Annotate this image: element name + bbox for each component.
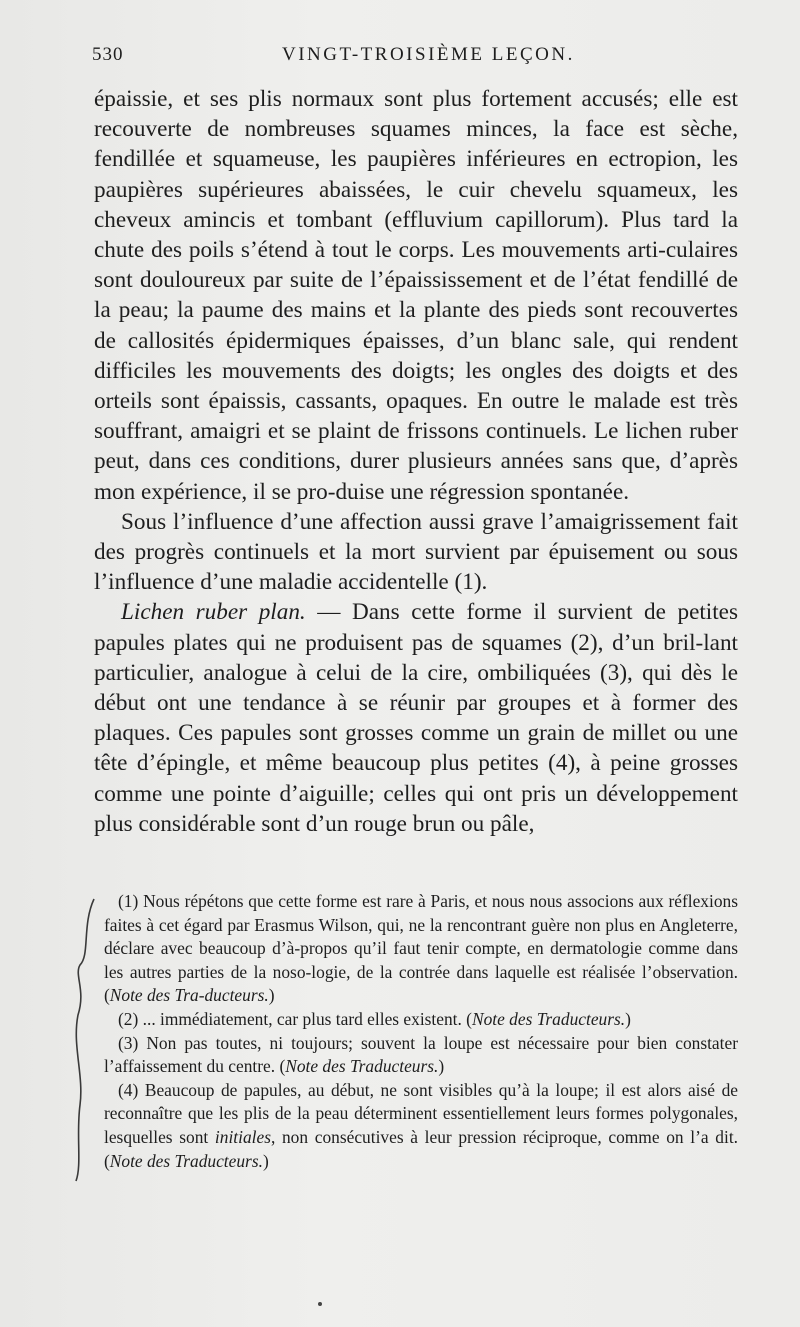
paragraph-2: Sous l’influence d’une affection aussi grave l’amaigrissement fait des progrès continuels et la mort survient par épuisement ou sous l’influence d’une maladie accidentelle (1). xyxy=(94,508,738,596)
footnotes xyxy=(104,890,738,1173)
paragraph-lichen-plan xyxy=(94,597,738,839)
running-head: VINGT-TROISIÈME LEÇON. xyxy=(282,44,575,65)
body-text xyxy=(94,84,738,839)
paragraph-lichen-plan-text: — Dans cette forme il survient de petites papules plates qui ne produisent pas de squames (2), d’un bril-lant particulier, analogue à celui de la cire, ombiliquées (3), qui dès le début ont une tendance à se réunir par groupes et à former des plaques. Ces papules sont grosses comme un grain de millet ou une tête d’épingle, et même beaucoup plus petites (4), à peine grosses comme une pointe d’aiguille; celles qui ont pris un développement plus considérable sont d’un rouge brun ou pâle, xyxy=(94,599,739,837)
paragraph-1: épaissie, et ses plis normaux sont plus fortement accusés; elle est recouverte de nombreuses squames minces, la face est sèche, fendillée et squameuse, les paupières inférieures en ectropion, les paupières supérieures abaissées, le cuir chevelu squameux, les cheveux amincis et tombant (effluvium capillorum). Plus tard la chute des poils s’étend à tout le corps. Les mouvements arti-culaires sont douloureux par suite de l’épaississement et de l’état fendillé de la peau; la paume des mains et la plante des pieds sont recouvertes de callosités épidermiques épaisses, d’un blanc sale, qui rendent difficiles les mouvements des doigts; les ongles des doigts et des orteils sont épaissis, cassants, opaques. En outre le malade est très souffrant, amaigri et se plaint de frissons continuels. Le lichen ruber peut, dans ces conditions, durer plusieurs années sans que, d’après mon expérience, il se pro-duise une régression spontanée. xyxy=(94,86,738,505)
page-speck xyxy=(318,1302,322,1306)
page-number: 530 xyxy=(92,44,124,65)
page-header xyxy=(92,44,740,78)
footnote-2: (2) ... immédiatement, car plus tard elles existent. (Note des Traducteurs.) xyxy=(118,1008,631,1029)
section-heading-lichen-ruber-plan: Lichen ruber plan. xyxy=(121,599,306,626)
handwritten-brace-mark xyxy=(72,895,102,1185)
footnote-4: (4) Beaucoup de papules, au début, ne sont visibles qu’à la loupe; il est alors aisé de reconnaître que les plis de la peau déterminent essentiellement leurs formes polygonales, lesquelles sont initiales, non consécutives à leur pression réciproque, comme on l’a dit. (Note des Traducteurs.) xyxy=(104,1079,739,1171)
footnote-1: (1) Nous répétons que cette forme est rare à Paris, et nous nous associons aux réflexions faites à cet égard par Erasmus Wilson, qui, ne la rencontrant guère non plus en Angleterre, déclare avec beaucoup d’à-propos qu’il faut tenir compte, en dermatologie comme dans les autres parties de la noso-logie, de la contrée dans laquelle est réalisée l’observation. (Note des Tra-ducteurs.) xyxy=(104,891,738,1006)
footnote-3: (3) Non pas toutes, ni toujours; souvent la loupe est nécessaire pour bien constater l’affaissement du centre. (Note des Traducteurs.) xyxy=(104,1032,738,1077)
